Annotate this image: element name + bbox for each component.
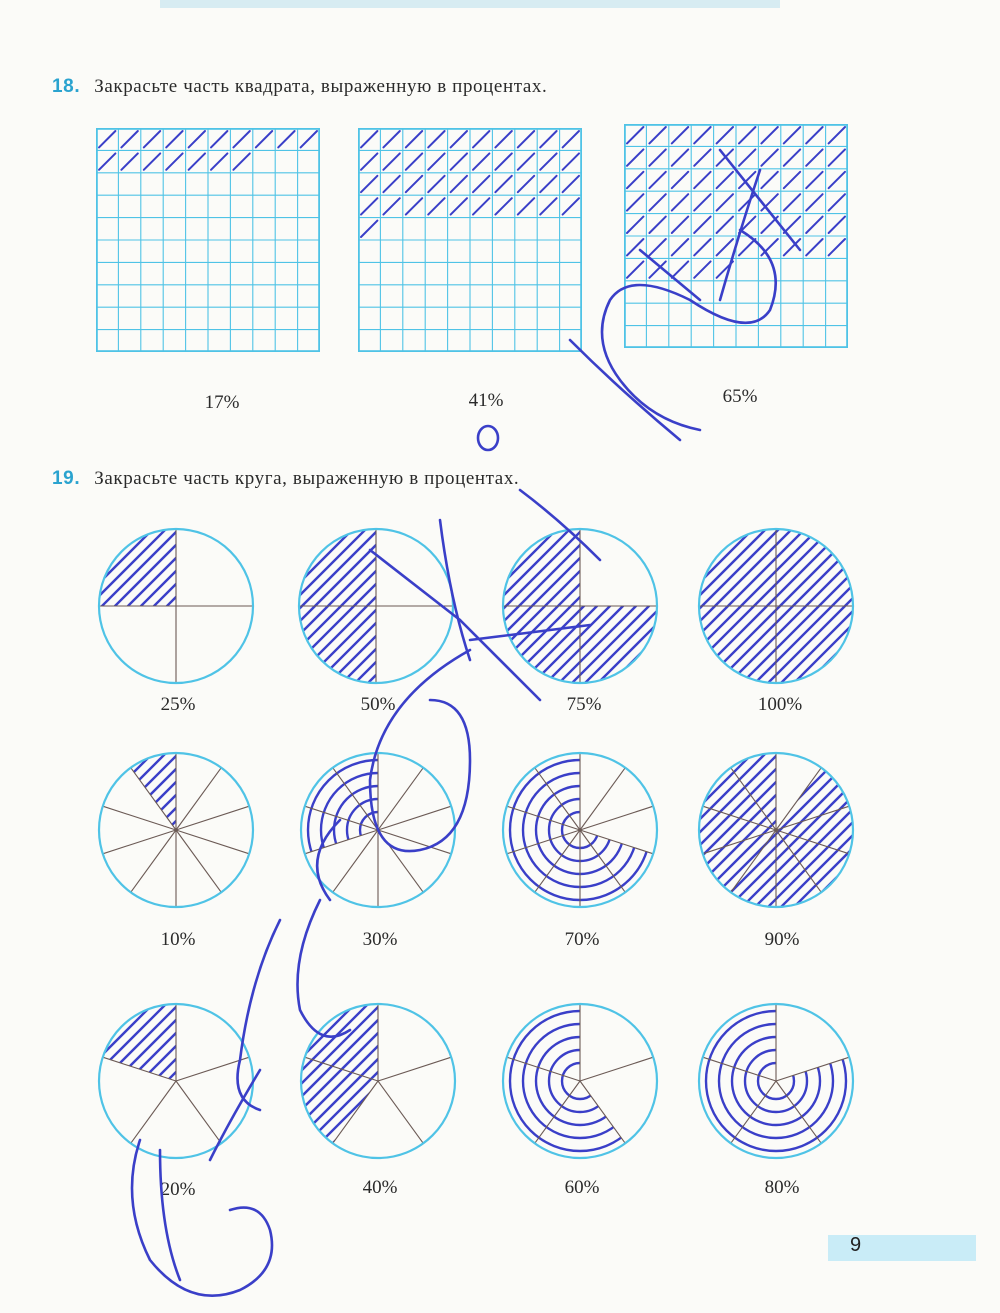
- hatch-stroke: [428, 198, 444, 214]
- hatch-stroke: [696, 750, 782, 910]
- hatch-stroke: [627, 194, 643, 210]
- hatch-stroke: [121, 131, 137, 147]
- sector-line: [580, 806, 653, 830]
- percent-square-1: [96, 128, 320, 352]
- hatch-stroke: [383, 131, 399, 147]
- hatch-stroke: [518, 176, 534, 192]
- hatch-stroke: [186, 1001, 256, 1161]
- percent-circle-6: [298, 750, 458, 910]
- hatch-stroke: [211, 131, 227, 147]
- sector-line: [176, 1057, 249, 1081]
- hatch-stroke: [739, 172, 755, 188]
- hatch-stroke: [108, 750, 256, 910]
- hatch-stroke: [336, 1001, 458, 1161]
- hatch-stroke: [627, 127, 643, 143]
- hatch-stroke: [383, 176, 399, 192]
- hatch-stroke: [694, 217, 710, 233]
- hatch-stroke: [672, 127, 688, 143]
- square-label-1: 17%: [204, 392, 240, 413]
- sector-line: [176, 806, 249, 830]
- hatch-stroke: [694, 172, 710, 188]
- hatch-stroke: [383, 153, 399, 169]
- hatch-stroke: [761, 194, 777, 210]
- sector-line: [103, 806, 176, 830]
- hatch-stroke: [349, 1001, 458, 1161]
- square-label-2: 41%: [468, 390, 504, 411]
- hatch-stroke: [108, 1001, 256, 1161]
- hatch-stroke: [121, 750, 256, 910]
- hatch-stroke: [96, 750, 130, 910]
- percent-circle-7: [500, 750, 660, 910]
- hatch-stroke: [627, 261, 643, 277]
- hatch-stroke: [96, 1001, 208, 1161]
- percent-circle-8: [696, 750, 856, 910]
- hatch-stroke: [717, 172, 733, 188]
- hatch-stroke: [694, 239, 710, 255]
- hatch-stroke: [829, 172, 845, 188]
- circle-label-11: 60%: [564, 1177, 600, 1198]
- hatch-stroke: [627, 239, 643, 255]
- hatch-stroke: [717, 261, 733, 277]
- hatch-stroke: [212, 750, 256, 910]
- sector-line: [103, 830, 176, 854]
- hatch-stroke: [694, 149, 710, 165]
- hatch-stroke: [649, 217, 665, 233]
- sector-line: [131, 1081, 176, 1143]
- hatch-stroke: [649, 239, 665, 255]
- hatch-stroke: [414, 1001, 458, 1161]
- hatch-stroke: [495, 131, 511, 147]
- hatch-stroke: [649, 194, 665, 210]
- hatch-stroke: [739, 149, 755, 165]
- hatch-stroke: [96, 1001, 182, 1161]
- hatch-stroke: [451, 198, 467, 214]
- hatch-stroke: [361, 176, 377, 192]
- hatch-stroke: [121, 153, 137, 169]
- circle-label-12: 80%: [764, 1177, 800, 1198]
- hatch-stroke: [189, 153, 205, 169]
- hatch-stroke: [563, 153, 579, 169]
- hatch-stroke: [784, 217, 800, 233]
- hatch-stroke: [96, 750, 156, 910]
- circle-label-3: 75%: [566, 694, 602, 715]
- hatch-stroke: [649, 127, 665, 143]
- hatch-stroke: [99, 153, 115, 169]
- hatch-stroke: [829, 217, 845, 233]
- hatch-stroke: [784, 194, 800, 210]
- hatch-stroke: [829, 127, 845, 143]
- hatch-stroke: [211, 153, 227, 169]
- circle-label-10: 40%: [362, 1177, 398, 1198]
- hatch-stroke: [717, 194, 733, 210]
- hatch-stroke: [99, 131, 115, 147]
- hatch-stroke: [761, 149, 777, 165]
- sector-line: [507, 830, 580, 854]
- hatch-stroke: [806, 217, 822, 233]
- hatch-stroke: [96, 750, 208, 910]
- hatch-stroke: [696, 750, 834, 910]
- hatch-stroke: [806, 239, 822, 255]
- percent-circle-4: [696, 526, 856, 686]
- hatch-stroke: [298, 1001, 436, 1161]
- sector-line: [507, 806, 580, 830]
- sector-line: [776, 1057, 849, 1081]
- circle-label-9: 20%: [160, 1179, 196, 1200]
- sector-line: [305, 830, 378, 854]
- hatch-stroke: [134, 1001, 256, 1161]
- hatch-stroke: [473, 176, 489, 192]
- circle-label-7: 70%: [564, 929, 600, 950]
- hatch-stroke: [212, 1001, 256, 1161]
- hatch-stroke: [784, 172, 800, 188]
- task-text: Закрасьте часть круга, выраженную в процентах.: [94, 468, 520, 489]
- hatch-stroke: [361, 153, 377, 169]
- hatch-stroke: [717, 217, 733, 233]
- hatch-stroke: [829, 149, 845, 165]
- hatch-stroke: [495, 198, 511, 214]
- hatch-stroke: [96, 750, 234, 910]
- hatch-stroke: [672, 194, 688, 210]
- hatch-stroke: [563, 198, 579, 214]
- hatch-stroke: [672, 261, 688, 277]
- sector-line: [131, 830, 176, 892]
- sector-line: [703, 1057, 776, 1081]
- sector-line: [507, 1057, 580, 1081]
- circle-label-5: 10%: [160, 929, 196, 950]
- hatch-stroke: [717, 149, 733, 165]
- hatch-stroke: [278, 131, 294, 147]
- hatch-stroke: [829, 194, 845, 210]
- square-label-3: 65%: [722, 386, 758, 407]
- hatch-stroke: [233, 131, 249, 147]
- hatch-stroke: [96, 1001, 156, 1161]
- top-edge-band: [160, 0, 780, 8]
- hatch-stroke: [540, 131, 556, 147]
- hatch-stroke: [495, 153, 511, 169]
- hatch-stroke: [649, 172, 665, 188]
- sector-line: [378, 1057, 451, 1081]
- hatch-stroke: [696, 750, 756, 910]
- percent-square-2: [358, 128, 582, 352]
- percent-circle-9: [96, 1001, 256, 1161]
- percent-circle-2: [296, 526, 456, 686]
- hatch-stroke: [761, 127, 777, 143]
- hatch-stroke: [672, 239, 688, 255]
- hatch-stroke: [298, 1001, 384, 1161]
- hatch-stroke: [406, 131, 422, 147]
- circle-label-8: 90%: [764, 929, 800, 950]
- hatch-stroke: [649, 261, 665, 277]
- hatch-stroke: [806, 172, 822, 188]
- hatch-stroke: [147, 750, 256, 910]
- hatch-stroke: [186, 750, 256, 910]
- sector-line: [378, 830, 423, 892]
- hatch-stroke: [166, 131, 182, 147]
- hatch-stroke: [672, 217, 688, 233]
- hatch-stroke: [166, 153, 182, 169]
- sector-line: [378, 830, 451, 854]
- page-number: 9: [850, 1234, 862, 1256]
- sector-line: [305, 806, 378, 830]
- hatch-stroke: [806, 127, 822, 143]
- hatch-stroke: [696, 750, 808, 910]
- circle-label-4: 100%: [757, 694, 803, 715]
- sector-line: [378, 768, 423, 830]
- hatch-stroke: [649, 149, 665, 165]
- hatch-stroke: [784, 239, 800, 255]
- percent-circle-10: [298, 1001, 458, 1161]
- hatch-stroke: [96, 1001, 234, 1161]
- hatch-stroke: [473, 153, 489, 169]
- hatch-stroke: [301, 131, 317, 147]
- hatch-stroke: [739, 194, 755, 210]
- hatch-stroke: [451, 153, 467, 169]
- hatch-stroke: [298, 1001, 410, 1161]
- hatch-stroke: [739, 127, 755, 143]
- hatch-stroke: [717, 127, 733, 143]
- hatch-stroke: [518, 131, 534, 147]
- hatch-stroke: [806, 194, 822, 210]
- hatch-stroke: [428, 131, 444, 147]
- hatch-stroke: [694, 127, 710, 143]
- hatch-stroke: [173, 750, 256, 910]
- hatch-stroke: [473, 198, 489, 214]
- hatch-stroke: [428, 176, 444, 192]
- hatch-stroke: [540, 176, 556, 192]
- hatch-stroke: [627, 149, 643, 165]
- hatch-stroke: [761, 239, 777, 255]
- sector-line: [176, 768, 221, 830]
- percent-circle-3: [500, 526, 660, 686]
- sector-line: [580, 830, 653, 854]
- hatch-stroke: [388, 1001, 458, 1161]
- hatch-stroke: [134, 750, 256, 910]
- hatch-stroke: [361, 221, 377, 237]
- hatch-stroke: [563, 176, 579, 192]
- hatch-stroke: [147, 1001, 256, 1161]
- hatch-stroke: [495, 176, 511, 192]
- task-number: 18.: [52, 76, 81, 97]
- sector-line: [176, 830, 221, 892]
- circle-label-2: 50%: [360, 694, 396, 715]
- hatch-stroke: [451, 176, 467, 192]
- hatch-stroke: [694, 261, 710, 277]
- hatch-stroke: [173, 1001, 256, 1161]
- hatch-stroke: [739, 217, 755, 233]
- sector-line: [333, 830, 378, 892]
- hatch-stroke: [708, 750, 856, 910]
- hatch-stroke: [233, 153, 249, 169]
- hatch-stroke: [375, 1001, 458, 1161]
- circle-label-1: 25%: [160, 694, 196, 715]
- sector-line: [378, 806, 451, 830]
- hatch-stroke: [540, 198, 556, 214]
- percent-circle-11: [500, 1001, 660, 1161]
- sector-line: [580, 1057, 653, 1081]
- hatch-stroke: [739, 239, 755, 255]
- hatch-stroke: [189, 131, 205, 147]
- hatch-stroke: [672, 149, 688, 165]
- hatch-stroke: [361, 198, 377, 214]
- sector-line: [378, 1081, 423, 1143]
- hatch-stroke: [784, 149, 800, 165]
- sector-line: [580, 768, 625, 830]
- hatch-stroke: [361, 131, 377, 147]
- hatch-stroke: [451, 131, 467, 147]
- hatch-stroke: [428, 153, 444, 169]
- hatch-stroke: [672, 172, 688, 188]
- sector-line: [176, 1081, 221, 1143]
- hatch-stroke: [761, 172, 777, 188]
- task-19-heading: [52, 468, 519, 490]
- hatch-stroke: [694, 194, 710, 210]
- hatch-stroke: [518, 153, 534, 169]
- hatch-stroke: [717, 239, 733, 255]
- circle-label-6: 30%: [362, 929, 398, 950]
- hatch-stroke: [144, 153, 160, 169]
- hatch-stroke: [406, 153, 422, 169]
- hatch-stroke: [383, 198, 399, 214]
- task-text: Закрасьте часть квадрата, выраженную в процентах.: [94, 76, 548, 97]
- hatch-stroke: [518, 198, 534, 214]
- hatch-stroke: [473, 131, 489, 147]
- sector-line: [176, 830, 249, 854]
- hatch-stroke: [406, 198, 422, 214]
- hatch-stroke: [829, 239, 845, 255]
- percent-square-3: [624, 124, 848, 348]
- hatch-stroke: [96, 750, 182, 910]
- hatch-stroke: [310, 1001, 458, 1161]
- percent-circle-1: [96, 526, 256, 686]
- hatch-stroke: [144, 131, 160, 147]
- percent-circle-12: [696, 1001, 856, 1161]
- hatch-stroke: [761, 217, 777, 233]
- hatch-stroke: [784, 127, 800, 143]
- hatch-stroke: [563, 131, 579, 147]
- percent-circle-5: [96, 750, 256, 910]
- hatch-stroke: [734, 750, 856, 910]
- hatch-stroke: [406, 176, 422, 192]
- hatch-stroke: [540, 153, 556, 169]
- hatch-stroke: [96, 1001, 130, 1161]
- task-18-heading: [52, 76, 547, 98]
- hatch-stroke: [298, 1001, 358, 1161]
- task-number: 19.: [52, 468, 81, 489]
- hatch-stroke: [627, 217, 643, 233]
- hatch-stroke: [121, 1001, 256, 1161]
- hatch-stroke: [256, 131, 272, 147]
- hatch-stroke: [806, 149, 822, 165]
- hatch-stroke: [627, 172, 643, 188]
- sector-line: [703, 830, 776, 854]
